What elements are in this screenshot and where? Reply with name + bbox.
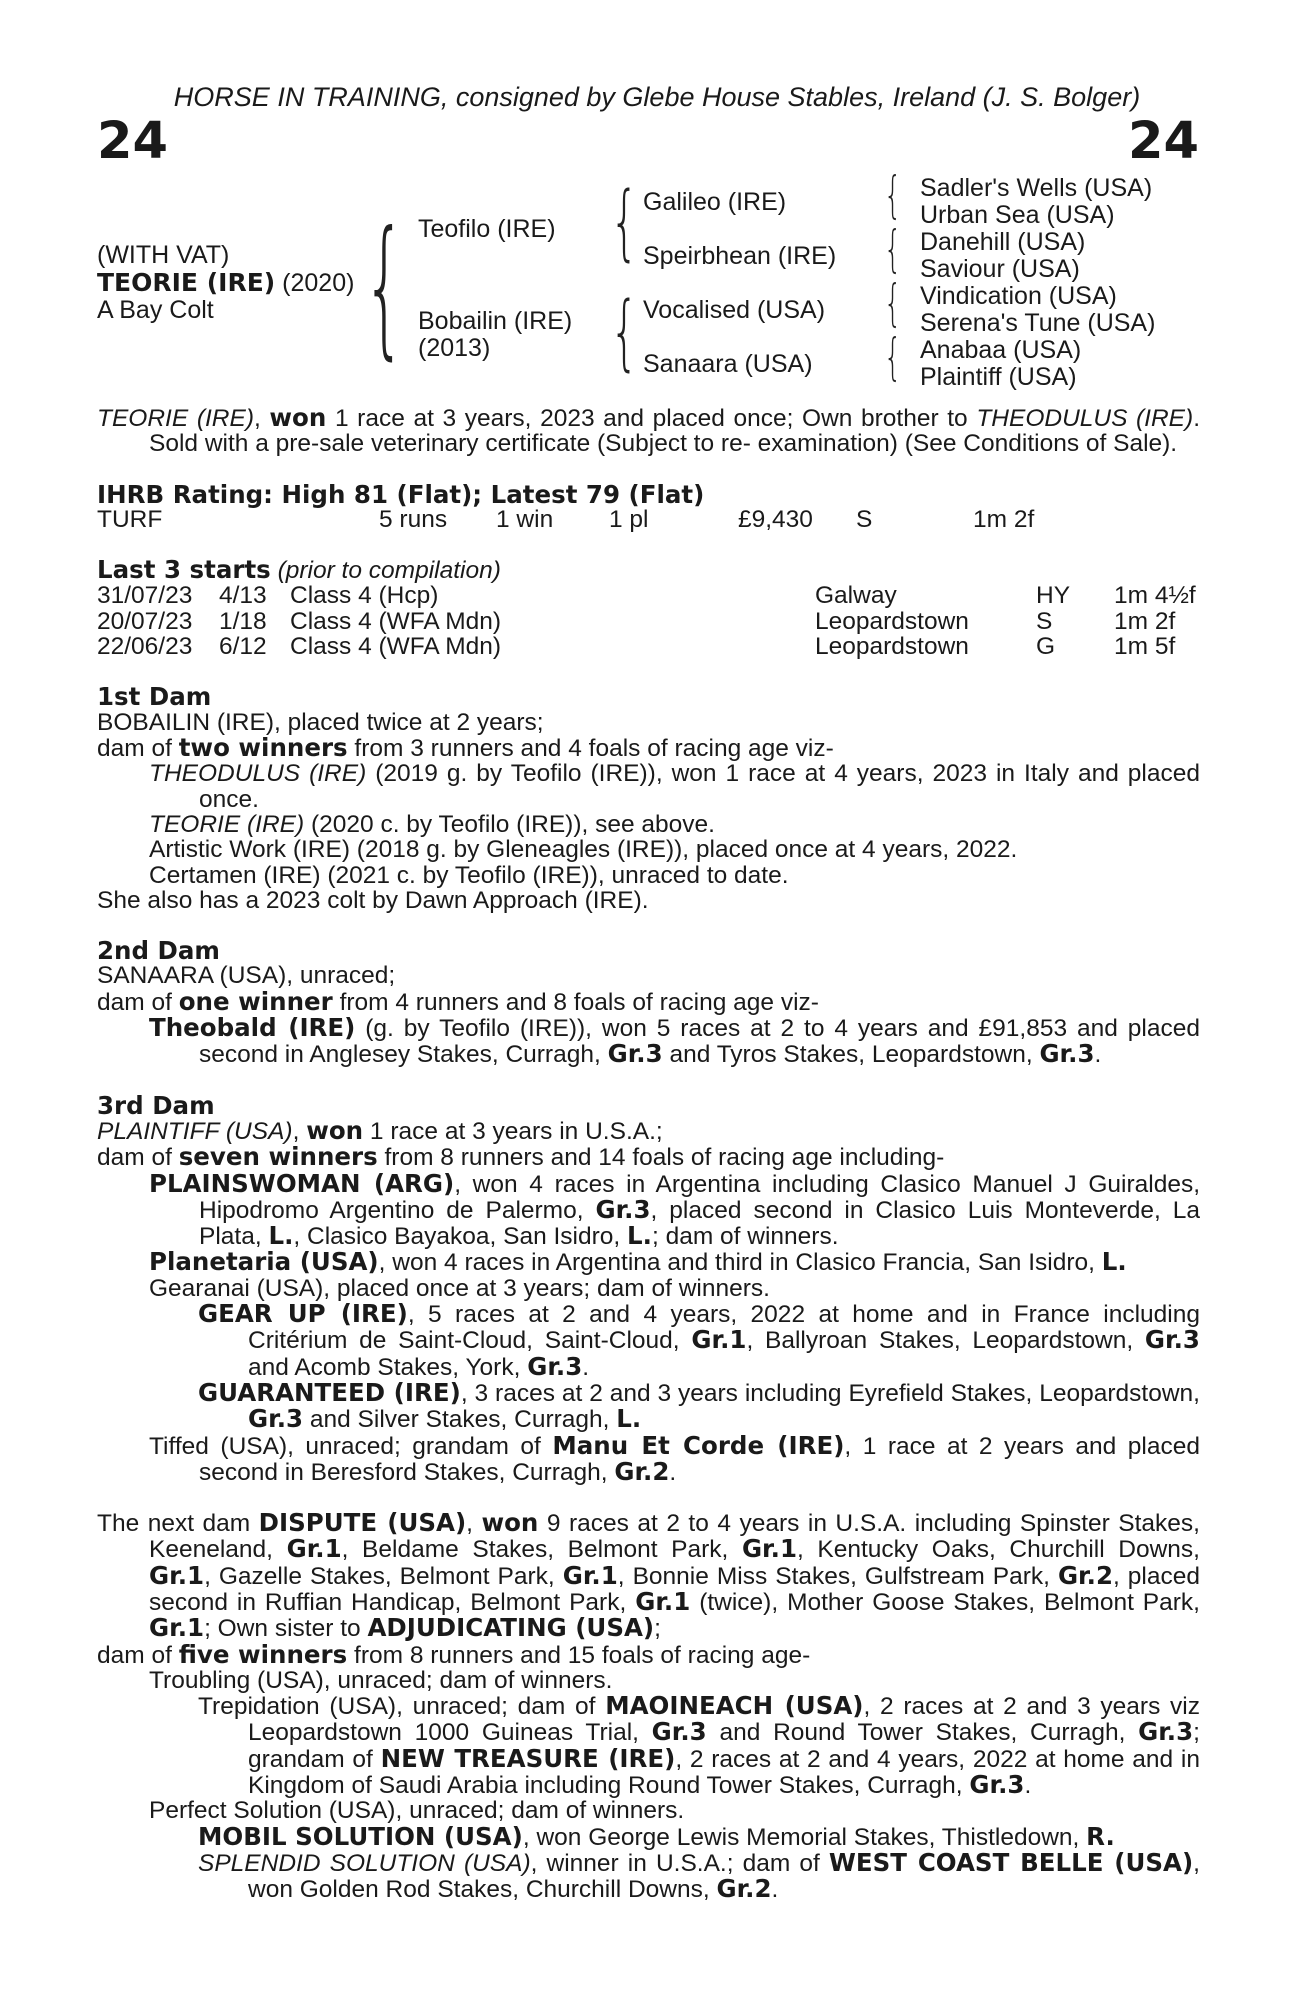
second-dam-heading: 2nd Dam: [97, 936, 220, 966]
second-dam-line: SANAARA (USA), unraced;: [97, 962, 396, 990]
gg-4: Saviour (USA): [920, 255, 1080, 283]
gg-5: Vindication (USA): [920, 282, 1117, 310]
brace-gg4: {: [884, 328, 902, 386]
grand-offspring-entry: MOBIL SOLUTION (USA), won George Lewis Memorial Stakes, Thistledown, R.: [198, 1821, 1115, 1851]
first-dam-heading: 1st Dam: [97, 682, 212, 712]
third-dam-heading: 3rd Dam: [97, 1090, 215, 1120]
horse-summary: TEORIE (IRE), won 1 race at 3 years, 2023 and placed once; Own brother to THEODULUS (IRE). Sold with a pre-sale veterinary certificate (Subject to re- examination) (See Conditions of Sale).: [97, 403, 1200, 458]
grand-offspring-entry: GEAR UP (IRE), 5 races at 2 and 4 years, 2022 at home and in France including Critérium de Saint-Cloud, Saint-Cloud, Gr.1, Ballyroan Stakes, Leopardstown, Gr.3 and Acomb Stakes, York, Gr.3.: [198, 1299, 1200, 1381]
third-dam-line: PLAINTIFF (USA), won 1 race at 3 years in U.S.A.;: [97, 1115, 663, 1145]
brace-gg1: {: [884, 166, 902, 224]
third-dam-produce: dam of seven winners from 8 runners and 14 foals of racing age including-: [97, 1142, 945, 1172]
last-starts-table: [97, 583, 1200, 659]
catalogue-header: HORSE IN TRAINING, consigned by Glebe House Stables, Ireland (J. S. Bolger): [173, 82, 1141, 112]
dam-sire: Vocalised (USA): [643, 296, 826, 324]
offspring-entry: Gearanai (USA), placed once at 3 years; dam of winners.: [149, 1274, 770, 1302]
brace-main: {: [363, 200, 406, 374]
offspring-entry: Certamen (IRE) (2021 c. by Teofilo (IRE)), unraced to date.: [149, 861, 789, 889]
catalogue-body: [97, 405, 1200, 1903]
gg-2: Urban Sea (USA): [920, 201, 1115, 229]
offspring-entry: Perfect Solution (USA), unraced; dam of winners.: [149, 1797, 685, 1825]
offspring-entry: THEODULUS (IRE) (2019 g. by Teofilo (IRE)), won 1 race at 4 years, 2023 in Italy and placed once.: [149, 760, 1200, 813]
gg-7: Anabaa (USA): [920, 336, 1082, 364]
rating-row: TURF 5 runs 1 win 1 pl £9,430 S 1m 2f: [97, 505, 1035, 533]
brace-sire: {: [610, 175, 639, 270]
vat-note: (WITH VAT): [97, 241, 230, 269]
dam: Bobailin (IRE): [418, 307, 573, 335]
first-dam-note: She also has a 2023 colt by Dawn Approach (IRE).: [97, 886, 649, 914]
start-row: 20/07/23 1/18 Class 4 (WFA Mdn) Leopardstown S 1m 2f: [97, 607, 1176, 635]
horse-name: TEORIE (IRE): [97, 268, 276, 297]
dam-year: (2013): [418, 334, 491, 362]
gg-1: Sadler's Wells (USA): [920, 174, 1153, 202]
second-dam-produce: dam of one winner from 4 runners and 8 foals of racing age viz-: [97, 986, 819, 1016]
first-dam-line: BOBAILIN (IRE), placed twice at 2 years;: [97, 708, 544, 736]
lot-number-right: 24: [1128, 112, 1199, 171]
grand-offspring-entry: Trepidation (USA), unraced; dam of MAOINEACH (USA), 2 races at 2 and 3 years viz Leopardstown 1000 Guineas Trial, Gr.3 and Round Tower Stakes, Curragh, Gr.3; grandam of NEW TREASURE (IRE), 2 races at 2 and 4 years, 2022 at home and in Kingdom of Saudi Arabia including Round Tower Stakes, Curragh, Gr.3.: [198, 1691, 1200, 1800]
offspring-entry: Planetaria (USA), won 4 races in Argentina and third in Clasico Francia, San Isidro, L.: [149, 1247, 1127, 1277]
gg-8: Plaintiff (USA): [920, 363, 1077, 391]
offspring-entry: Theobald (IRE) (g. by Teofilo (IRE)), won 5 races at 2 to 4 years and £91,853 and placed second in Anglesey Stakes, Curragh, Gr.3 and Tyros Stakes, Leopardstown, Gr.3.: [149, 1013, 1200, 1069]
offspring-entry: PLAINSWOMAN (ARG), won 4 races in Argentina including Clasico Manuel J Guiraldes, Hipodromo Argentino de Palermo, Gr.3, placed second in Clasico Luis Monteverde, La Plata, L., Clasico Bayakoa, San Isidro, L.; dam of winners.: [149, 1168, 1201, 1251]
start-row: 22/06/23 6/12 Class 4 (WFA Mdn) Leopardstown G 1m 5f: [97, 633, 1176, 661]
gg-3: Danehill (USA): [920, 228, 1086, 256]
last-starts-heading: Last 3 starts (prior to compilation): [97, 555, 501, 585]
grand-offspring-entry: SPLENDID SOLUTION (USA), winner in U.S.A.; dam of WEST COAST BELLE (USA), won Golden Rod Stakes, Churchill Downs, Gr.2.: [198, 1847, 1200, 1904]
offspring-entry: Troubling (USA), unraced; dam of winners.: [149, 1666, 613, 1694]
grand-offspring-entry: GUARANTEED (IRE), 3 races at 2 and 3 years including Eyrefield Stakes, Leopardstown, Gr.3 and Silver Stakes, Curragh, L.: [198, 1377, 1200, 1434]
next-dam-entry: The next dam DISPUTE (USA), won 9 races at 2 to 4 years in U.S.A. including Spinster Stakes, Keeneland, Gr.1, Beldame Stakes, Belmont Park, Gr.1, Kentucky Oaks, Churchill Downs, Gr.1, Gazelle Stakes, Belmont Park, Gr.1, Bonnie Miss Stakes, Gulfstream Park, Gr.2, placed second in Ruffian Handicap, Belmont Park, Gr.1 (twice), Mother Goose Stakes, Belmont Park, Gr.1; Own sister to ADJUDICATING (USA);: [97, 1508, 1201, 1643]
sire-dam: Speirbhean (IRE): [643, 242, 837, 270]
offspring-entry: TEORIE (IRE) (2020 c. by Teofilo (IRE)), see above.: [149, 810, 715, 838]
offspring-entry: Artistic Work (IRE) (2018 g. by Gleneagles (IRE)), placed once at 4 years, 2022.: [149, 836, 1018, 864]
brace-gg3: {: [884, 274, 902, 332]
sire-sire: Galileo (IRE): [643, 188, 787, 216]
gg-6: Serena's Tune (USA): [920, 309, 1156, 337]
horse-year: (2020): [282, 269, 355, 297]
great-grandparents: [920, 175, 1155, 391]
brace-dam: {: [610, 285, 639, 380]
offspring-entry: Tiffed (USA), unraced; grandam of Manu Et Corde (IRE), 1 race at 2 years and placed second in Beresford Stakes, Curragh, Gr.2.: [149, 1430, 1200, 1486]
first-dam-produce: dam of two winners from 3 runners and 4 foals of racing age viz-: [97, 733, 834, 763]
next-dam-produce: dam of five winners from 8 runners and 15 foals of racing age-: [97, 1639, 811, 1669]
sire: Teofilo (IRE): [418, 215, 556, 243]
lot-number-left: 24: [97, 112, 168, 171]
rating-heading: IHRB Rating: High 81 (Flat); Latest 79 (Flat): [97, 479, 705, 509]
horse-identity: [97, 242, 354, 324]
dam-dam: Sanaara (USA): [643, 350, 813, 378]
brace-gg2: {: [884, 220, 902, 278]
start-row: 31/07/23 4/13 Class 4 (Hcp) Galway HY 1m 4½f: [97, 582, 1196, 610]
horse-description: A Bay Colt: [97, 296, 214, 324]
